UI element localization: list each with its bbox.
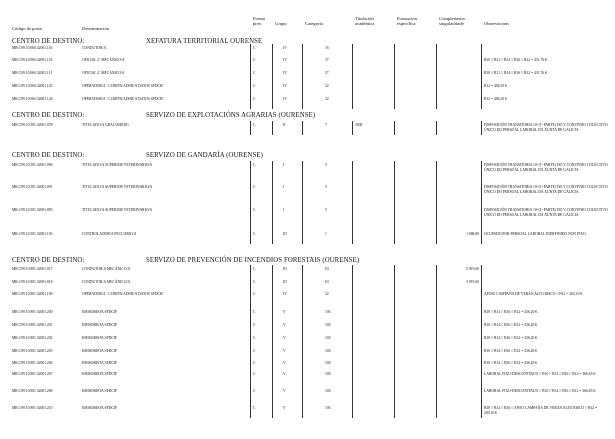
section-name: SERVIZO DE GANDARÍA (OURENSE) <box>146 152 263 159</box>
cell-tit: 3030 <box>355 123 363 127</box>
cell-code: MR.C99.10.801.32001.207 <box>12 372 53 376</box>
cell-grupo: V <box>283 336 286 340</box>
cell-den: TITULADO/A SUPERIOR VETERINARIO/A <box>82 185 153 189</box>
column-rule <box>302 161 303 244</box>
cell-cat: 63 <box>325 280 329 284</box>
cell-cat: 32 <box>325 292 329 296</box>
cell-den: EMISORISTA SFDCIF <box>82 361 118 365</box>
cell-code: MR.C99.10.501.32001.093 <box>12 208 53 212</box>
cell-cat: 5 <box>325 163 327 167</box>
cell-den: EMISORISTA SFDCIF <box>82 389 118 393</box>
cell-code: MR.C99.10.801.32001.017 <box>12 267 53 271</box>
cell-den: EMISORISTA SFDCIF <box>82 406 118 410</box>
cell-forma: C <box>253 280 256 284</box>
cell-cat: 1 <box>325 232 327 236</box>
cell-code: MR.C99.10.501.32001.096 <box>12 163 53 167</box>
cell-obs: DISPOSICIÓN TRANSITORIA 10ª (1ª PARTE) DO V CONVENIO COLECTIVO ÚNICO DO PERSOAL LABORAL DA XUNTA DE GALICIA. <box>484 123 608 132</box>
header-titulacion: Titulación académica <box>355 16 375 26</box>
column-rule <box>481 265 482 418</box>
cell-cat: 63 <box>325 267 329 271</box>
cell-forma: C <box>253 361 256 365</box>
section-label: CENTRO DE DESTINO: <box>12 152 85 159</box>
cell-den: CONDUTOR/A <box>82 46 107 50</box>
cell-den: TITULADO/A GRAO MEDIO <box>82 123 129 127</box>
cell-cat: 10C <box>325 406 332 410</box>
cell-forma: C <box>253 372 256 376</box>
cell-obs: DISPOSICIÓN TRANSITORIA 10ª (1ª PARTE) DO V CONVENIO COLECTIVO ÚNICO DO PERSOAL LABORAL DA XUNTA DE GALICIA. <box>484 185 608 194</box>
cell-code: MR.C99.10.801.32001.202 <box>12 336 53 340</box>
column-rule <box>352 121 353 135</box>
cell-grupo: V <box>283 349 286 353</box>
cell-forma: C <box>253 267 256 271</box>
cell-grupo: IV <box>283 84 287 88</box>
cell-cat: 10C <box>325 389 332 393</box>
column-rule <box>302 265 303 418</box>
cell-forma: C <box>253 292 256 296</box>
cell-grupo: V <box>283 310 286 314</box>
cell-forma: C <box>253 71 256 75</box>
cell-code: MR.C99.10.301.32001.078 <box>12 123 53 127</box>
column-rule <box>352 161 353 244</box>
cell-obs: B10 // B14 // B16 // B12 = 436,20 €. <box>484 361 539 365</box>
column-rule <box>272 161 273 244</box>
cell-forma: C <box>253 84 256 88</box>
cell-obs: B10 // B14 // B16 // B12 = 436,20 €. <box>484 310 539 314</box>
column-rule <box>481 161 482 244</box>
table-header <box>0 14 615 34</box>
cell-grupo: II <box>283 123 286 127</box>
header-codigo: Código de posto <box>12 26 43 31</box>
cell-den: CONDUTOR/A MECÁNICO/A <box>82 280 131 284</box>
cell-grupo: IV <box>283 71 287 75</box>
cell-grupo: III <box>283 280 287 284</box>
cell-obs: B10 // B11 // B14 // B16 // B12 = 431,76 €. <box>484 71 548 75</box>
cell-den: CONDUTOR/A MECÁNICO/A <box>82 267 131 271</box>
cell-forma: C <box>253 406 256 410</box>
cell-den: OPERADOR/A - CODIFICADOR/A DATOS SFDCIF <box>82 84 164 88</box>
cell-cat: 10C <box>325 349 332 353</box>
cell-code: MR.C99.10.060.32001.125 <box>12 84 53 88</box>
cell-den: OPERADOR/A - CODIFICADOR/A DATOS SFDCIF <box>82 97 164 101</box>
column-rule <box>302 44 303 109</box>
cell-cat: 32 <box>325 84 329 88</box>
column-rule <box>250 121 251 135</box>
header-complemento: Complemento singularidade <box>439 16 466 26</box>
cell-grupo: III <box>283 267 287 271</box>
cell-grupo: V <box>283 323 286 327</box>
cell-obs: LABORAL FIXO-DESCONTINUO // B10 // B14 // B16 // B12 = 366,65 €. <box>484 372 597 376</box>
column-rule <box>352 44 353 109</box>
column-rule <box>250 265 251 418</box>
section-label: CENTRO DE DESTINO: <box>12 112 85 119</box>
header-formacion: Formación específica <box>397 16 417 26</box>
header-denominacion: Denominación <box>82 26 110 31</box>
column-rule <box>250 44 251 109</box>
cell-grupo: I <box>283 185 285 189</box>
cell-code: MR.C99.10.801.32001.208 <box>12 389 53 393</box>
cell-obs: B10 // B14 // B16 // AFOO CAMPAÑA DE VERÁN ALTO RISCO // B12 = 203,10 €. <box>484 406 598 415</box>
cell-forma: C <box>253 123 256 127</box>
section-name: XEFATURA TERRITORIAL OURENSE <box>146 38 263 45</box>
column-rule <box>394 265 395 418</box>
cell-obs: B12 = 406,10 €. <box>484 97 508 101</box>
cell-grupo: IV <box>283 46 287 50</box>
cell-grupo: V <box>283 372 286 376</box>
cell-grupo: V <box>283 361 286 365</box>
header-categoria: Categoría <box>305 21 323 26</box>
header-grupo: Grupo <box>275 21 287 26</box>
cell-code: MR.C99.10.801.32001.204 <box>12 361 53 365</box>
cell-den: TITULADO/A SUPERIOR VETERINARIO/A <box>82 163 153 167</box>
cell-forma: C <box>253 323 256 327</box>
column-rule <box>352 265 353 418</box>
cell-grupo: V <box>283 389 286 393</box>
cell-code: MR.C99.10.801.32001.200 <box>12 310 53 314</box>
cell-grupo: V <box>283 406 286 410</box>
cell-den: EMISORISTA SFDCIF <box>82 336 118 340</box>
section-label: CENTRO DE DESTINO: <box>12 257 85 264</box>
cell-obs: OCUPADO POR PERSOAL LABORAL INDEFINIDO NON FIXO. <box>484 232 587 236</box>
cell-forma: C <box>253 97 256 101</box>
cell-obs: LABORAL FIXO-DESCONTINUO // B10 // B14 // B16 // B12 = 366,65 €. <box>484 389 597 393</box>
column-rule <box>394 121 395 135</box>
cell-grupo: IV <box>283 58 287 62</box>
cell-den: CONTROLADOR/A PECUARIO/A <box>82 232 137 236</box>
cell-forma: C <box>253 389 256 393</box>
cell-obs: B10 // B14 // B16 // B12 = 436,20 €. <box>484 349 539 353</box>
column-rule <box>436 265 437 418</box>
header-observacions: Observacións <box>484 21 510 26</box>
column-rule <box>481 121 482 135</box>
cell-den: EMISORISTA SFDCIF <box>82 349 118 353</box>
cell-cat: 32 <box>325 97 329 101</box>
cell-code: MR.C99.10.801.32001.203 <box>12 349 53 353</box>
cell-comp: 5.919,60 <box>466 267 479 271</box>
section-label: CENTRO DE DESTINO: <box>12 38 85 45</box>
column-rule <box>394 161 395 244</box>
cell-obs: DISPOSICIÓN TRANSITORIA 10ª (1ª PARTE) DO V CONVENIO COLECTIVO ÚNICO DO PERSOAL LABORAL DA XUNTA DE GALICIA. <box>484 163 608 172</box>
cell-cat: 10C <box>325 310 332 314</box>
cell-code: MR.C99.10.801.32001.190 <box>12 292 53 296</box>
column-rule <box>436 121 437 135</box>
section-name: SERVIZO DE EXPLOTACIÓNS AGRARIAS (OURENSE) <box>146 112 316 119</box>
cell-cat: 10C <box>325 336 332 340</box>
cell-den: OFICIAL 2º MECÁNICO/A <box>82 71 125 75</box>
section-name: SERVIZO DE PREVENCIÓN DE INCENDIOS FORESTAIS (OURENSE) <box>146 257 360 264</box>
cell-code: MR.C99.10.501.32001.103 <box>12 232 53 236</box>
cell-obs: B10 // B14 // B16 // B12 = 436,20 €. <box>484 336 539 340</box>
cell-grupo: I <box>283 163 285 167</box>
cell-cat: 16 <box>325 46 329 50</box>
cell-grupo: IV <box>283 292 287 296</box>
cell-code: MR.C99.10.060.32001.126 <box>12 97 53 101</box>
cell-forma: C <box>253 46 256 50</box>
cell-den: OPERADOR/A - CODIFICADOR/A DATOS SFDCIF <box>82 292 164 296</box>
cell-cat: 5 <box>325 185 327 189</box>
cell-code: MR.C99.10.801.32001.018 <box>12 280 53 284</box>
cell-forma: C <box>253 58 256 62</box>
cell-den: OFICIAL 2º MECÁNICO/A <box>82 58 125 62</box>
cell-cat: 10C <box>325 361 332 365</box>
cell-grupo: I <box>283 208 285 212</box>
column-rule <box>272 44 273 109</box>
cell-forma: C <box>253 185 256 189</box>
cell-code: MR.C99.10.801.32001.210 <box>12 406 53 410</box>
cell-forma: C <box>253 349 256 353</box>
cell-cat: 10C <box>325 323 332 327</box>
cell-cat: 37 <box>325 71 329 75</box>
header-forma: Forma prov. <box>253 16 265 26</box>
cell-code: MR.C99.10.801.32001.201 <box>12 323 53 327</box>
cell-obs: DISPOSICIÓN TRANSITORIA 10ª (1ª PARTE) DO V CONVENIO COLECTIVO ÚNICO DO PERSOAL LABORAL DA XUNTA DE GALICIA. <box>484 208 608 217</box>
cell-comp: 5.919,60 <box>466 280 479 284</box>
cell-cat: 7 <box>325 123 327 127</box>
cell-code: MR.C99.10.060.32001.111 <box>12 71 53 75</box>
cell-cat: 5 <box>325 208 327 212</box>
column-rule <box>394 44 395 109</box>
column-rule <box>250 161 251 244</box>
cell-den: TITULADO/A SUPERIOR VETERINARIO/A <box>82 208 153 212</box>
cell-forma: C <box>253 208 256 212</box>
cell-grupo: IV <box>283 97 287 101</box>
cell-forma: C <box>253 232 256 236</box>
column-rule <box>302 121 303 135</box>
cell-den: EMISORISTA SFDCIF <box>82 310 118 314</box>
cell-den: EMISORISTA SFDCIF <box>82 323 118 327</box>
cell-code: MR.C99.10.501.32001.091 <box>12 185 53 189</box>
cell-grupo: III <box>283 232 287 236</box>
column-rule <box>272 265 273 418</box>
column-rule <box>436 44 437 109</box>
cell-code: MR.C99.10.060.32001.116 <box>12 46 53 50</box>
cell-cat: 10C <box>325 372 332 376</box>
column-rule <box>272 121 273 135</box>
cell-obs: B10 // B11 // B14 // B16 // B12 = 431,76 €. <box>484 58 548 62</box>
cell-forma: C <box>253 310 256 314</box>
cell-obs: B10 // B14 // B16 // B12 = 436,20 €. <box>484 323 539 327</box>
cell-obs: B12 = 406,10 €. <box>484 84 508 88</box>
cell-forma: C <box>253 336 256 340</box>
column-rule <box>481 44 482 109</box>
cell-forma: C <box>253 163 256 167</box>
cell-den: EMISORISTA SFDCIF <box>82 372 118 376</box>
cell-cat: 37 <box>325 58 329 62</box>
cell-comp: 1.086,00 <box>466 232 479 236</box>
cell-code: MR.C99.10.060.32001.118 <box>12 58 53 62</box>
cell-obs: APOIO CAMPAÑA DE VERÁN ALTO RISCO // B12 = 203,10 €. <box>484 292 584 296</box>
